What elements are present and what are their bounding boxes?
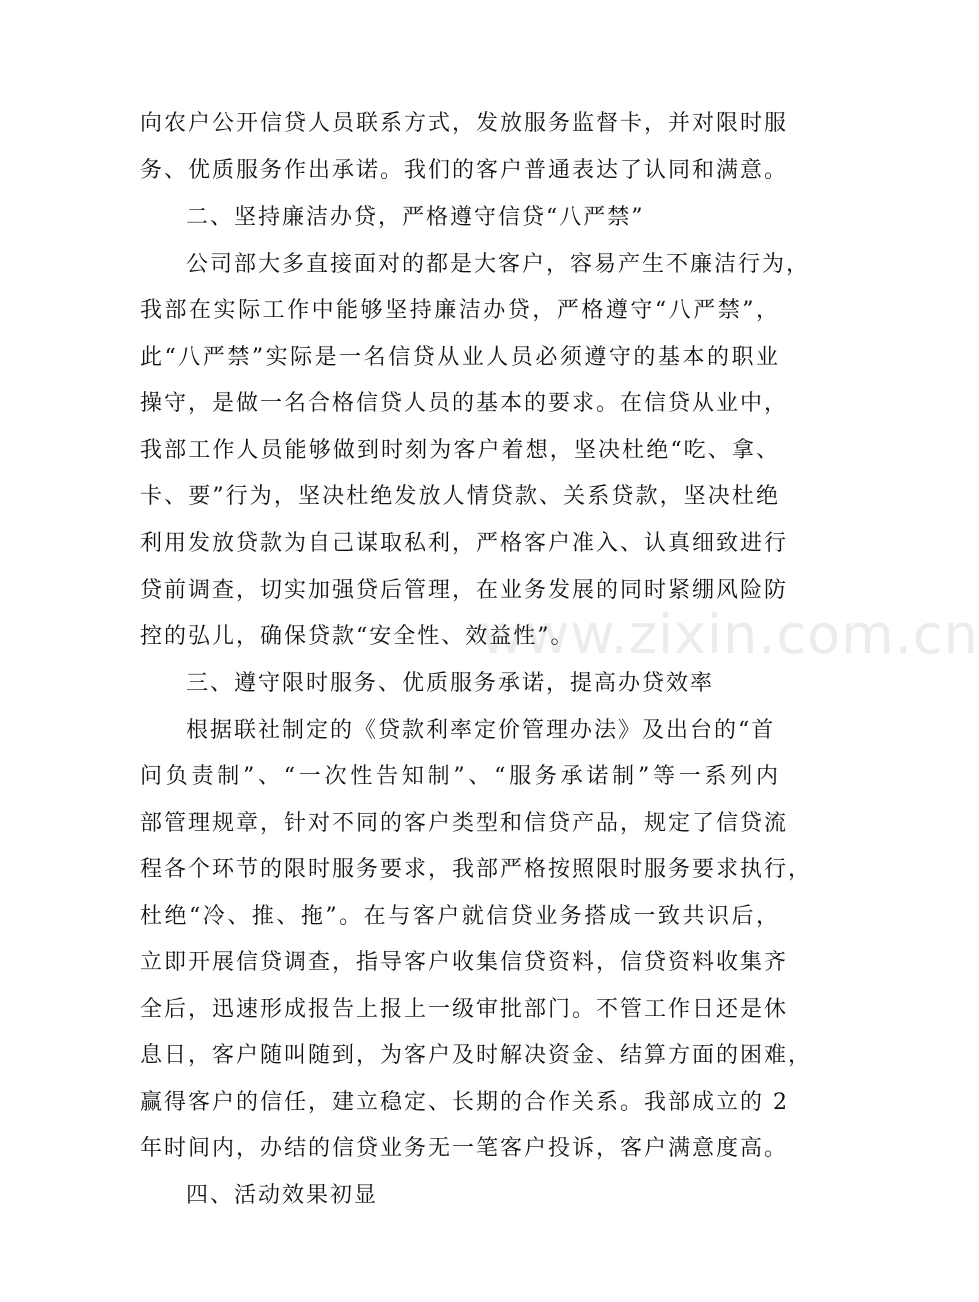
paragraph-line: 杜绝“冷、推、拖”。在与客户就信贷业务搭成一致共识后，	[140, 904, 780, 929]
watermark: www.zixin.com.cn	[480, 603, 979, 666]
paragraph-line: 向农户公开信贷人员联系方式，发放服务监督卡，并对限时服	[140, 111, 789, 136]
section-heading: 二、坚持廉洁办贷，严格遵守信贷“八严禁”	[186, 205, 645, 230]
paragraph-line: 立即开展信贷调查，指导客户收集信贷资料，信贷资料收集齐	[140, 950, 789, 975]
paragraph-line: 赢得客户的信任，建立稳定、长期的合作关系。我部成立的 2	[140, 1090, 789, 1115]
paragraph-line: 我部在实际工作中能够坚持廉洁办贷，严格遵守“八严禁”，	[140, 298, 780, 323]
paragraph-line: 全后，迅速形成报告上报上一级审批部门。不管工作日还是休	[140, 997, 789, 1022]
section-heading: 四、活动效果初显	[186, 1183, 379, 1208]
paragraph-line: 根据联社制定的《贷款利率定价管理办法》及出台的“首	[186, 718, 776, 743]
paragraph-line: 贷前调查，切实加强贷后管理，在业务发展的同时紧绷风险防	[140, 578, 789, 603]
paragraph-line: 部管理规章，针对不同的客户类型和信贷产品，规定了信贷流	[140, 811, 789, 836]
paragraph-line: 年时间内，办结的信贷业务无一笔客户投诉，客户满意度高。	[140, 1136, 789, 1161]
paragraph-line: 卡、要”行为，坚决杜绝发放人情贷款、关系贷款，坚决杜绝	[140, 484, 780, 509]
paragraph-line: 息日，客户随叫随到，为客户及时解决资金、结算方面的困难，	[140, 1043, 813, 1068]
paragraph-line: 此“八严禁”实际是一名信贷从业人员必须遵守的基本的职业	[140, 345, 780, 370]
paragraph-line: 操守，是做一名合格信贷人员的基本的要求。在信贷从业中，	[140, 391, 789, 416]
paragraph-line: 我部工作人员能够做到时刻为客户着想，坚决杜绝“吃、拿、	[140, 438, 780, 463]
paragraph-line: 公司部大多直接面对的都是大客户，容易产生不廉洁行为，	[186, 252, 811, 277]
paragraph-line: 问负责制”、“一次性告知制”、“服务承诺制”等一系列内	[140, 764, 780, 789]
section-heading: 三、遵守限时服务、优质服务承诺，提高办贷效率	[186, 671, 715, 696]
paragraph-line: 程各个环节的限时服务要求，我部严格按照限时服务要求执行，	[140, 857, 813, 882]
paragraph-line: 利用发放贷款为自己谋取私利，严格客户准入、认真细致进行	[140, 531, 789, 556]
paragraph-line: 务、优质服务作出承诺。我们的客户普通表达了认同和满意。	[140, 158, 789, 183]
paragraph-line: 控的弘儿，确保贷款“安全性、效益性”。	[140, 624, 575, 649]
